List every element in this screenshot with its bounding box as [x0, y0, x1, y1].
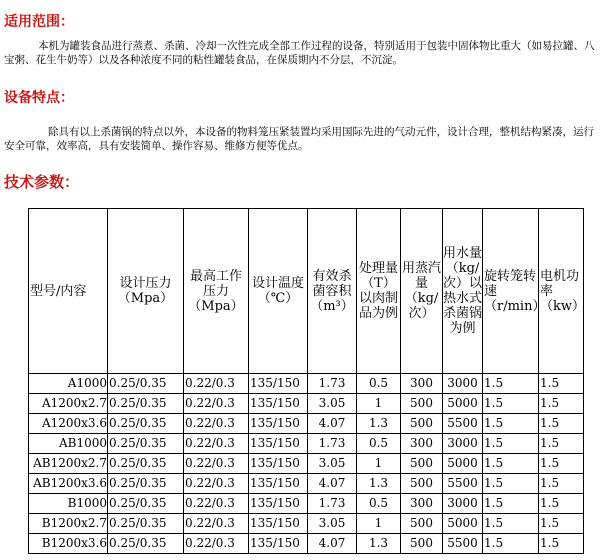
table-cell: 0.25/0.35	[108, 514, 184, 534]
table-cell: 3.05	[308, 514, 357, 534]
table-cell: 300	[401, 434, 443, 454]
header-cell: 设计温度（℃）	[249, 209, 308, 374]
table-cell: 1.5	[483, 494, 539, 514]
table-cell: 1.73	[308, 374, 357, 394]
table-cell: A1200x2.7	[29, 394, 108, 414]
table-cell: 0.25/0.35	[108, 394, 184, 414]
table-cell: 1.3	[357, 414, 401, 434]
table-cell: 0.22/0.3	[184, 494, 249, 514]
table-cell: 0.22/0.3	[184, 514, 249, 534]
table-cell: 0.25/0.35	[108, 414, 184, 434]
table-cell: 300	[401, 374, 443, 394]
table-cell: 5000	[443, 454, 483, 474]
table-cell: 1.5	[539, 374, 584, 394]
table-cell: 500	[401, 514, 443, 534]
table-cell: 1.5	[539, 494, 584, 514]
table-cell: 3.05	[308, 394, 357, 414]
table-row	[29, 374, 584, 394]
header-cell: 最高工作压力（Mpa）	[184, 209, 249, 374]
table-cell: 5000	[443, 394, 483, 414]
table-cell: 4.07	[308, 534, 357, 554]
table-cell: 0.25/0.35	[108, 494, 184, 514]
table-cell: AB1000	[29, 434, 108, 454]
table-cell: 0.25/0.35	[108, 434, 184, 454]
table-cell: 135/150	[249, 434, 308, 454]
table-cell: 1	[357, 454, 401, 474]
table-cell: 0.22/0.3	[184, 374, 249, 394]
table-row	[29, 494, 584, 514]
header-cell: 旋转笼转速（r/min）	[483, 209, 539, 374]
table-cell: 135/150	[249, 534, 308, 554]
specs-heading: 技术参数：	[4, 173, 80, 191]
table-cell: 5000	[443, 514, 483, 534]
table-cell: 1.5	[483, 474, 539, 494]
table-cell: 500	[401, 474, 443, 494]
header-cell: 用水量（kg/次）以热水式杀菌锅为例	[443, 209, 483, 374]
table-cell: 3000	[443, 434, 483, 454]
table-cell: 3000	[443, 374, 483, 394]
table-cell: 0.5	[357, 494, 401, 514]
table-cell: 1.3	[357, 474, 401, 494]
table-cell: AB1200x2.7	[29, 454, 108, 474]
table-cell: 500	[401, 394, 443, 414]
table-cell: 5500	[443, 534, 483, 554]
table-cell: 0.25/0.35	[108, 474, 184, 494]
table-row	[29, 474, 584, 494]
table-cell: 1.5	[483, 434, 539, 454]
table-cell: 0.22/0.3	[184, 414, 249, 434]
table-cell: 0.5	[357, 434, 401, 454]
table-cell: 0.5	[357, 374, 401, 394]
table-cell: 1.5	[539, 514, 584, 534]
table-row	[29, 514, 584, 534]
table-cell: 500	[401, 534, 443, 554]
table-cell: A1200x3.6	[29, 414, 108, 434]
table-cell: 0.25/0.35	[108, 454, 184, 474]
table-cell: 0.22/0.3	[184, 474, 249, 494]
table-cell: 3000	[443, 494, 483, 514]
table-cell: 0.22/0.3	[184, 394, 249, 414]
table-cell: 500	[401, 414, 443, 434]
table-cell: 0.22/0.3	[184, 534, 249, 554]
table-cell: 135/150	[249, 374, 308, 394]
table-cell: 1.5	[539, 434, 584, 454]
table-cell: 0.25/0.35	[108, 534, 184, 554]
table-cell: 1.5	[483, 454, 539, 474]
scope-paragraph: 本机为罐装食品进行蒸煮、杀菌、冷却一次性完成全部工作过程的设备，特别适用于包装中固体物比重大（如易拉罐、八宝粥、花生牛奶等）以及各种浓度不同的粘性罐装食品，在保质期内不分层，不沉淀。	[4, 40, 595, 66]
table-cell: 1.5	[539, 454, 584, 474]
table-cell: 1.5	[539, 414, 584, 434]
table-cell: B1200x2.7	[29, 514, 108, 534]
header-cell: 电机功率（kw）	[539, 209, 584, 374]
table-cell: B1000	[29, 494, 108, 514]
table-cell: 0.22/0.3	[184, 454, 249, 474]
table-cell: 1.5	[483, 534, 539, 554]
features-paragraph: 除具有以上杀菌锅的特点以外，本设备的物料笼压紧装置均采用国际先进的气动元件，设计合理，整机结构紧凑，运行安全可靠，效率高，具有安装简单、操作容易、维修方便等优点。	[4, 126, 594, 152]
header-cell: 用蒸汽量（kg/次）	[401, 209, 443, 374]
table-cell: 1.5	[539, 474, 584, 494]
table-cell: 135/150	[249, 394, 308, 414]
header-cell: 型号/内容	[29, 209, 108, 374]
table-cell: B1200x3.6	[29, 534, 108, 554]
table-cell: 1	[357, 514, 401, 534]
table-cell: 135/150	[249, 414, 308, 434]
specs-table	[28, 208, 584, 554]
table-cell: 1.5	[483, 374, 539, 394]
table-row	[29, 534, 584, 554]
scope-heading: 适用范围：	[4, 14, 74, 30]
header-cell: 有效杀菌容积（m³）	[308, 209, 357, 374]
table-cell: 4.07	[308, 414, 357, 434]
table-cell: 300	[401, 494, 443, 514]
table-cell: 0.25/0.35	[108, 374, 184, 394]
table-cell: 500	[401, 454, 443, 474]
table-cell: 5500	[443, 414, 483, 434]
table-cell: 1.3	[357, 534, 401, 554]
table-cell: 1.5	[483, 414, 539, 434]
table-cell: A1000	[29, 374, 108, 394]
table-cell: 1.5	[539, 394, 584, 414]
table-cell: 3.05	[308, 454, 357, 474]
table-row	[29, 454, 584, 474]
table-row	[29, 394, 584, 414]
table-cell: 1.73	[308, 494, 357, 514]
table-row	[29, 434, 584, 454]
table-header-row	[29, 209, 584, 374]
table-cell: 1	[357, 394, 401, 414]
table-cell: 0.22/0.3	[184, 434, 249, 454]
table-cell: 1.5	[483, 394, 539, 414]
table-cell: 135/150	[249, 454, 308, 474]
features-heading: 设备特点：	[4, 90, 74, 106]
table-cell: 135/150	[249, 494, 308, 514]
table-row	[29, 414, 584, 434]
table-cell: AB1200x3.6	[29, 474, 108, 494]
table-cell: 1.5	[539, 534, 584, 554]
header-cell: 处理量（T）以肉制品为例	[357, 209, 401, 374]
table-cell: 5500	[443, 474, 483, 494]
table-cell: 4.07	[308, 474, 357, 494]
table-cell: 1.73	[308, 434, 357, 454]
header-cell: 设计压力（Mpa）	[108, 209, 184, 374]
table-cell: 135/150	[249, 474, 308, 494]
table-cell: 1.5	[483, 514, 539, 534]
table-cell: 135/150	[249, 514, 308, 534]
